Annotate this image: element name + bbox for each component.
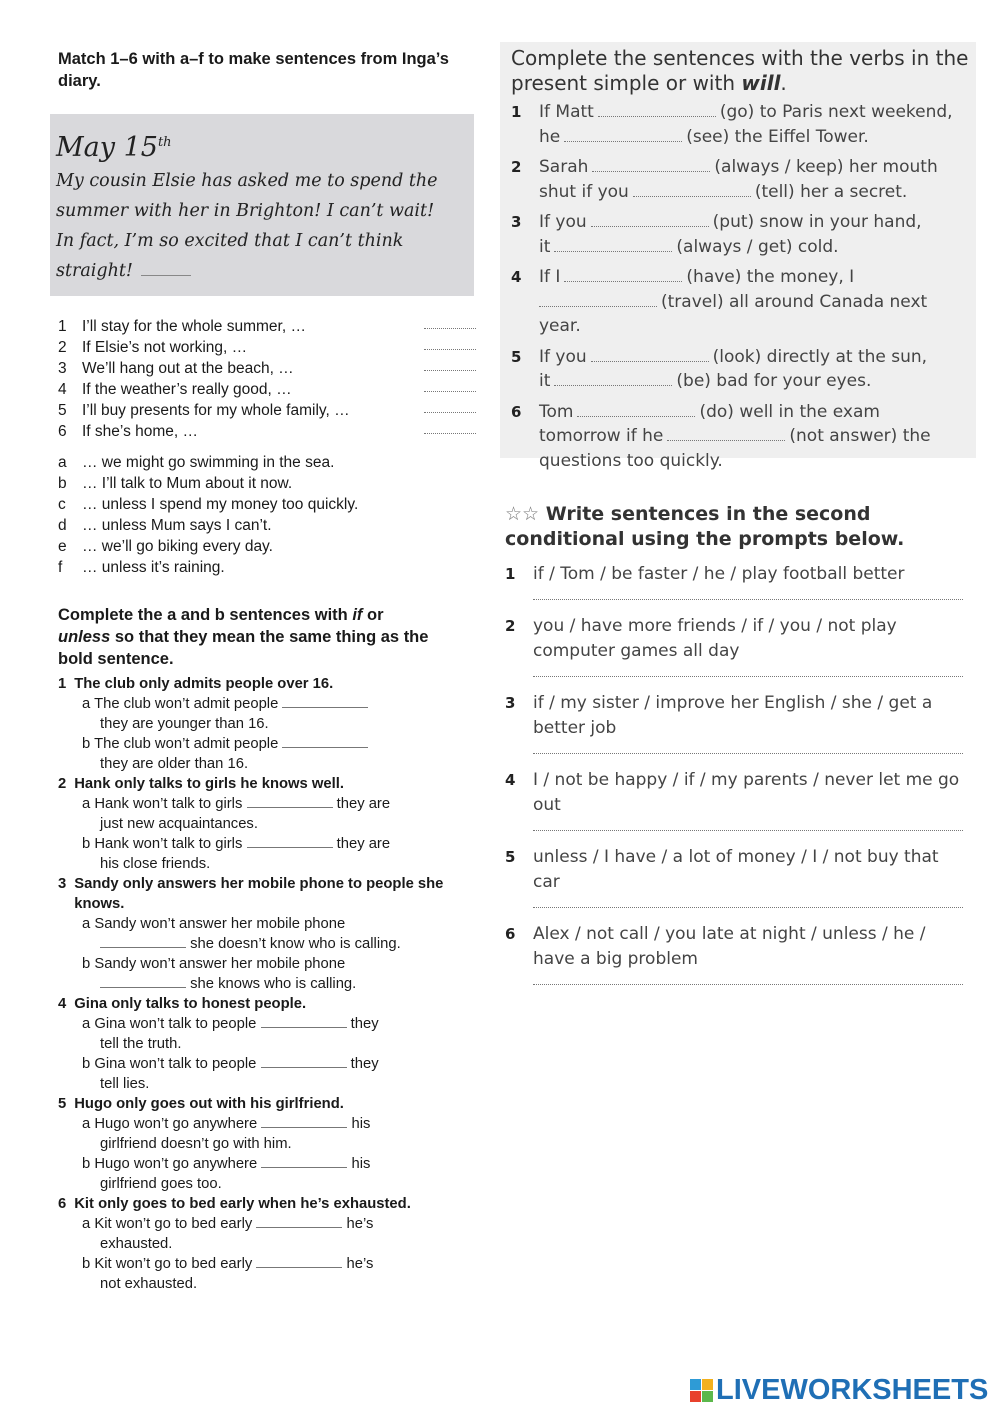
option-a-cont [58,1234,478,1254]
exercise-1-endings [58,452,478,578]
option-a-mid: his [351,1116,371,1132]
option-a-end: exhausted. [100,1236,173,1252]
item-number: 6 [505,925,516,943]
stem-text: We’ll hang out at the beach, … [82,360,294,377]
option-b-line [58,1054,478,1074]
stem-row [58,400,478,421]
answer-blank[interactable] [261,1015,347,1028]
ex4-item [505,845,965,908]
question-number: 6 [58,1196,67,1212]
option-a-line [58,794,478,814]
item-text: (not answer) the [789,426,931,446]
answer-blank[interactable] [564,128,682,142]
option-a-cont [58,714,478,734]
stem-number: 1 [58,318,67,335]
option-b-mid: he’s [346,1256,374,1272]
ex3-item [511,210,971,259]
question-number: 5 [58,1096,67,1112]
ending-letter: d [58,517,67,534]
star-icon: ☆☆ [505,503,540,525]
option-a-text: a The club won’t admit people [82,696,279,712]
stem-number: 4 [58,381,67,398]
ex3-item [511,345,971,394]
item-text: (travel) all around Canada next year. [539,291,928,336]
liveworksheets-logo [690,1374,988,1407]
item-number: 4 [511,268,522,286]
exercise-3-list [511,100,971,479]
option-a-end: girlfriend doesn’t go with him. [100,1136,292,1152]
logo-square [702,1391,713,1402]
option-a-text: a Gina won’t talk to people [82,1016,257,1032]
item-text: (do) well in the exam [699,401,880,422]
prompt-text: Alex / not call / you late at night / unless / he / have a big problem [533,924,926,969]
answer-line[interactable] [533,907,963,908]
answer-line[interactable] [533,753,963,754]
ex2-title-part: so that they mean the same thing as the bold sentence. [58,628,429,668]
question-row [58,1094,478,1114]
item-number: 1 [511,103,522,121]
stem-text: If Elsie’s not working, … [82,339,248,356]
answer-blank[interactable] [282,735,368,748]
answer-blank[interactable] [591,213,709,227]
stem-text: If she’s home, … [82,423,199,440]
ex4-item [505,922,965,985]
stem-number: 6 [58,423,67,440]
ex3-title-part: Complete the sentences with the verbs in the present simple or with [511,46,969,95]
option-a-cont [58,1034,478,1054]
ex3-title-end: . [780,71,787,95]
ex4-item [505,562,965,600]
item-text: tomorrow if he [539,426,664,446]
answer-blank[interactable] [424,412,476,413]
item-number: 3 [511,213,522,231]
answer-blank[interactable] [424,433,476,434]
option-b-text: b Sandy won’t answer her mobile phone [82,956,346,972]
ex2-title-unless: unless [58,628,111,646]
ending-letter: b [58,475,67,492]
answer-blank[interactable] [424,349,476,350]
ending-row [58,557,478,578]
option-b-end: not exhausted. [100,1276,198,1292]
question-row [58,774,478,794]
item-text: he [539,126,561,147]
ending-text: … we’ll go biking every day. [82,538,273,555]
answer-blank[interactable] [261,1155,347,1168]
answer-blank[interactable] [633,183,751,197]
ex4-item [505,768,965,831]
ending-row [58,494,478,515]
question-text: Hugo only goes out with his girlfriend. [74,1096,344,1112]
diary-text [56,166,456,286]
question-number: 2 [58,776,67,792]
prompt-text: you / have more friends / if / you / not play computer games all day [533,616,897,661]
stem-text: I’ll buy presents for my whole family, … [82,402,350,419]
stem-row [58,379,478,400]
answer-blank[interactable] [261,1115,347,1128]
logo-square [702,1379,713,1390]
answer-blank[interactable] [256,1255,342,1268]
answer-line[interactable] [533,676,963,677]
answer-blank[interactable] [667,427,785,441]
option-a-end: they are younger than 16. [100,716,269,732]
exercise-2-list [58,674,478,1294]
diary-date [56,132,172,163]
option-b-text: b The club won’t admit people [82,736,279,752]
ex3-title-will: will [741,71,781,95]
item-number: 3 [505,694,516,712]
option-b-end: they are older than 16. [100,756,249,772]
ex3-item [511,100,971,149]
exercise-1-title: Match 1–6 with a–f to make sentences from Inga’s diary. [58,50,449,90]
answer-blank[interactable] [247,835,333,848]
ending-row [58,536,478,557]
ending-row [58,452,478,473]
option-a-cont [58,1134,478,1154]
ex3-item [511,155,971,204]
item-text: (go) to Paris next weekend, [719,102,953,122]
answer-blank[interactable] [100,975,186,988]
answer-blank[interactable] [554,238,672,252]
question-row [58,994,478,1014]
answer-line[interactable] [533,830,963,831]
item-number: 4 [505,771,516,789]
option-a-line [58,1014,478,1034]
ending-text: … unless Mum says I can’t. [82,517,272,534]
question-row [58,874,478,914]
item-text: If Matt [539,102,594,122]
stem-row [58,421,478,442]
question-row [58,1194,478,1214]
option-a-text: a Kit won’t go to bed early [82,1216,253,1232]
item-number: 5 [505,848,516,866]
option-b-mid: his [351,1156,371,1172]
ex4-item [505,614,965,677]
prompt-text: I / not be happy / if / my parents / never let me go out [533,770,960,815]
option-b-line [58,734,478,754]
item-text: (have) the money, I [686,267,855,287]
ex3-item [511,265,971,339]
ending-letter: e [58,538,67,555]
option-b-text: b Hank won’t talk to girls [82,836,243,852]
item-text: (put) snow in your hand, [712,212,922,232]
answer-blank[interactable] [256,1215,342,1228]
question-row [58,674,478,694]
stem-row [58,358,478,379]
option-b-text: b Hugo won’t go anywhere [82,1156,258,1172]
exercise-3-box [500,42,976,471]
item-text: Sarah [539,157,589,177]
option-b-mid: they are [336,836,391,852]
stem-text: I’ll stay for the whole summer, … [82,318,306,335]
item-text: (always / get) cold. [676,236,839,257]
option-b-cont [58,854,478,874]
item-text: (see) the Eiffel Tower. [686,126,869,147]
option-a-text: a Hugo won’t go anywhere [82,1116,258,1132]
diary-text-body: My cousin Elsie has asked me to spend the summer with her in Brighton! I can’t wait! In fact, I’m so excited that I can’t think straight! [56,171,438,281]
question-number: 3 [58,876,67,892]
answer-blank[interactable] [592,158,710,172]
option-a-line [58,694,478,714]
option-b-cont [58,1074,478,1094]
option-b-text: b Kit won’t go to bed early [82,1256,253,1272]
option-b-cont [58,974,478,994]
logo-square [690,1391,701,1402]
ending-text: … we might go swimming in the sea. [82,454,335,471]
option-b-end: she knows who is calling. [190,976,357,992]
diary-date-suffix: th [157,135,172,150]
ex4-title-text: Write sentences in the second conditional using the prompts below. [505,503,905,550]
answer-blank[interactable] [564,268,682,282]
option-a-mid: he’s [346,1216,374,1232]
item-number: 1 [505,565,516,583]
item-text: (look) directly at the sun, [712,346,928,367]
item-text: If you [539,346,587,367]
answer-blank[interactable] [282,695,368,708]
option-a-mid: they [350,1016,379,1032]
ex2-title-if: if [352,606,363,624]
option-a-mid: they are [336,796,391,812]
ending-letter: c [58,496,66,513]
option-b-line [58,1154,478,1174]
answer-line[interactable] [533,599,963,600]
option-b-line [58,834,478,854]
option-a-end: she doesn’t know who is calling. [190,936,401,952]
ending-letter: a [58,454,67,471]
option-b-end: tell lies. [100,1076,150,1092]
exercise-1-stems [58,316,478,442]
option-a-end: just new acquaintances. [100,816,258,832]
item-text: it [539,236,551,257]
answer-blank[interactable] [261,1055,347,1068]
option-a-line [58,1214,478,1234]
item-text: (always / keep) her mouth [714,157,938,177]
ending-row [58,473,478,494]
answer-blank[interactable] [100,935,186,948]
question-text: Sandy only answers her mobile phone to people she knows. [74,876,444,912]
answer-line[interactable] [533,984,963,985]
answer-blank[interactable] [424,328,476,329]
ex2-title-part: or [362,606,384,624]
ex4-item [505,691,965,754]
answer-blank[interactable] [598,103,716,117]
answer-blank[interactable] [591,348,709,362]
diary-date-text: May 15 [56,132,158,163]
exercise-2-title [58,604,448,670]
stem-row [58,337,478,358]
answer-blank[interactable] [554,372,672,386]
stem-number: 5 [58,402,67,419]
question-text: Gina only talks to honest people. [74,996,307,1012]
exercise-3-title [511,46,976,96]
answer-blank[interactable] [539,293,657,307]
item-text: If I [539,267,561,287]
item-text: shut if you [539,181,629,202]
logo-mark-icon [690,1379,713,1402]
item-text: questions too quickly. [539,450,723,471]
ex3-item [511,400,971,474]
diary-answer-blank[interactable] [141,263,191,276]
ending-letter: f [58,559,63,576]
option-b-end: his close friends. [100,856,211,872]
logo-text: LIVEWORKSHEETS [716,1374,989,1406]
item-text: (tell) her a secret. [754,181,908,202]
ex2-title-part: Complete the a and b sentences with [58,606,353,624]
stem-text: If the weather’s really good, … [82,381,292,398]
option-a-cont [58,934,478,954]
option-b-cont [58,754,478,774]
stem-number: 2 [58,339,67,356]
option-a-cont [58,814,478,834]
prompt-text: if / my sister / improve her English / she / get a better job [533,693,933,738]
option-b-line [58,954,478,974]
answer-blank[interactable] [247,795,333,808]
stem-number: 3 [58,360,67,377]
option-b-mid: they [350,1056,379,1072]
item-text: (be) bad for your eyes. [676,371,872,391]
option-a-text: a Hank won’t talk to girls [82,796,243,812]
logo-square [690,1379,701,1390]
item-number: 2 [505,617,516,635]
ending-text: … unless I spend my money too quickly. [82,496,359,513]
question-number: 1 [58,676,67,692]
item-text: If you [539,212,587,232]
option-a-line [58,914,478,934]
item-number: 5 [511,347,522,366]
prompt-text: unless / I have / a lot of money / I / not buy that car [533,847,939,892]
exercise-4-list [505,562,965,999]
answer-blank[interactable] [577,403,695,417]
question-number: 4 [58,996,67,1012]
ending-text: … I’ll talk to Mum about it now. [82,475,293,492]
question-text: The club only admits people over 16. [74,676,334,692]
item-text: it [539,371,551,391]
prompt-text: if / Tom / be faster / he / play football better [533,564,905,584]
option-a-line [58,1114,478,1134]
option-b-end: girlfriend goes too. [100,1176,222,1192]
stem-row [58,316,478,337]
option-b-cont [58,1274,478,1294]
diary-box [50,114,474,296]
item-text: Tom [539,401,574,422]
ending-text: … unless it’s raining. [82,559,225,576]
option-b-cont [58,1174,478,1194]
exercise-4-title [505,502,975,552]
option-b-text: b Gina won’t talk to people [82,1056,257,1072]
question-text: Hank only talks to girls he knows well. [74,776,344,792]
answer-blank[interactable] [424,370,476,371]
question-text: Kit only goes to bed early when he’s exhausted. [74,1196,411,1212]
option-b-line [58,1254,478,1274]
ending-row [58,515,478,536]
option-a-end: tell the truth. [100,1036,182,1052]
answer-blank[interactable] [424,391,476,392]
item-number: 6 [511,402,522,421]
option-a-text: a Sandy won’t answer her mobile phone [82,916,346,932]
item-number: 2 [511,158,522,176]
